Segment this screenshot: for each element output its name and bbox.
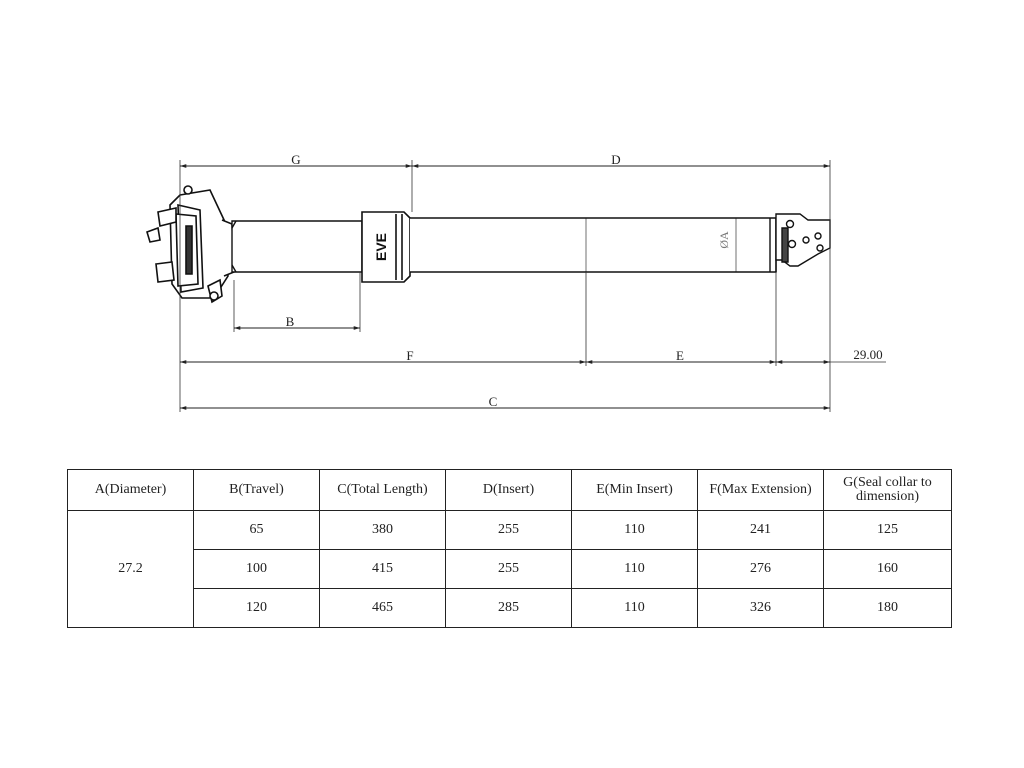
table-cell: 65 (194, 511, 320, 550)
header-diameter: A(Diameter) (68, 470, 194, 511)
table-row (68, 511, 952, 550)
table-cell: 285 (446, 589, 572, 628)
table-cell: 110 (572, 511, 698, 550)
diameter-cell: 27.2 (68, 511, 194, 628)
header-total-length: C(Total Length) (320, 470, 446, 511)
table-cell: 110 (572, 550, 698, 589)
table-cell: 110 (572, 589, 698, 628)
table-cell: 255 (446, 511, 572, 550)
dim-label-offset: 29.00 (853, 347, 883, 362)
saddle-clamp-head (147, 186, 234, 302)
dim-label-diameter: ØA (717, 231, 731, 249)
dim-label-c: C (488, 394, 498, 409)
table-cell: 255 (446, 550, 572, 589)
table-cell: 276 (698, 550, 824, 589)
table-cell: 120 (194, 589, 320, 628)
upper-stanchion (232, 221, 362, 272)
table-cell: 180 (824, 589, 952, 628)
dim-label-e: E (676, 348, 684, 363)
dim-label-b: B (285, 314, 295, 329)
table-row (68, 550, 952, 589)
table-cell: 100 (194, 550, 320, 589)
cable-actuator (776, 214, 830, 266)
dimension-lines (180, 166, 830, 408)
header-min-insert: E(Min Insert) (572, 470, 698, 511)
table-cell: 415 (320, 550, 446, 589)
header-max-extension: F(Max Extension) (698, 470, 824, 511)
table-cell: 465 (320, 589, 446, 628)
header-insert: D(Insert) (446, 470, 572, 511)
table-cell: 241 (698, 511, 824, 550)
table-cell: 380 (320, 511, 446, 550)
table-row (68, 589, 952, 628)
dim-label-d: D (611, 152, 621, 167)
header-travel: B(Travel) (194, 470, 320, 511)
dim-label-f: F (406, 348, 414, 363)
table-cell: 160 (824, 550, 952, 589)
table-cell: 326 (698, 589, 824, 628)
header-seal-collar: G(Seal collar to dimension) (824, 470, 952, 511)
extension-lines (180, 160, 886, 412)
table-header-row (68, 470, 952, 511)
table-cell: 125 (824, 511, 952, 550)
seal-collar (362, 212, 410, 282)
spec-table (67, 469, 952, 628)
dim-label-g: G (291, 152, 301, 167)
logo-text: EVE (373, 232, 389, 262)
